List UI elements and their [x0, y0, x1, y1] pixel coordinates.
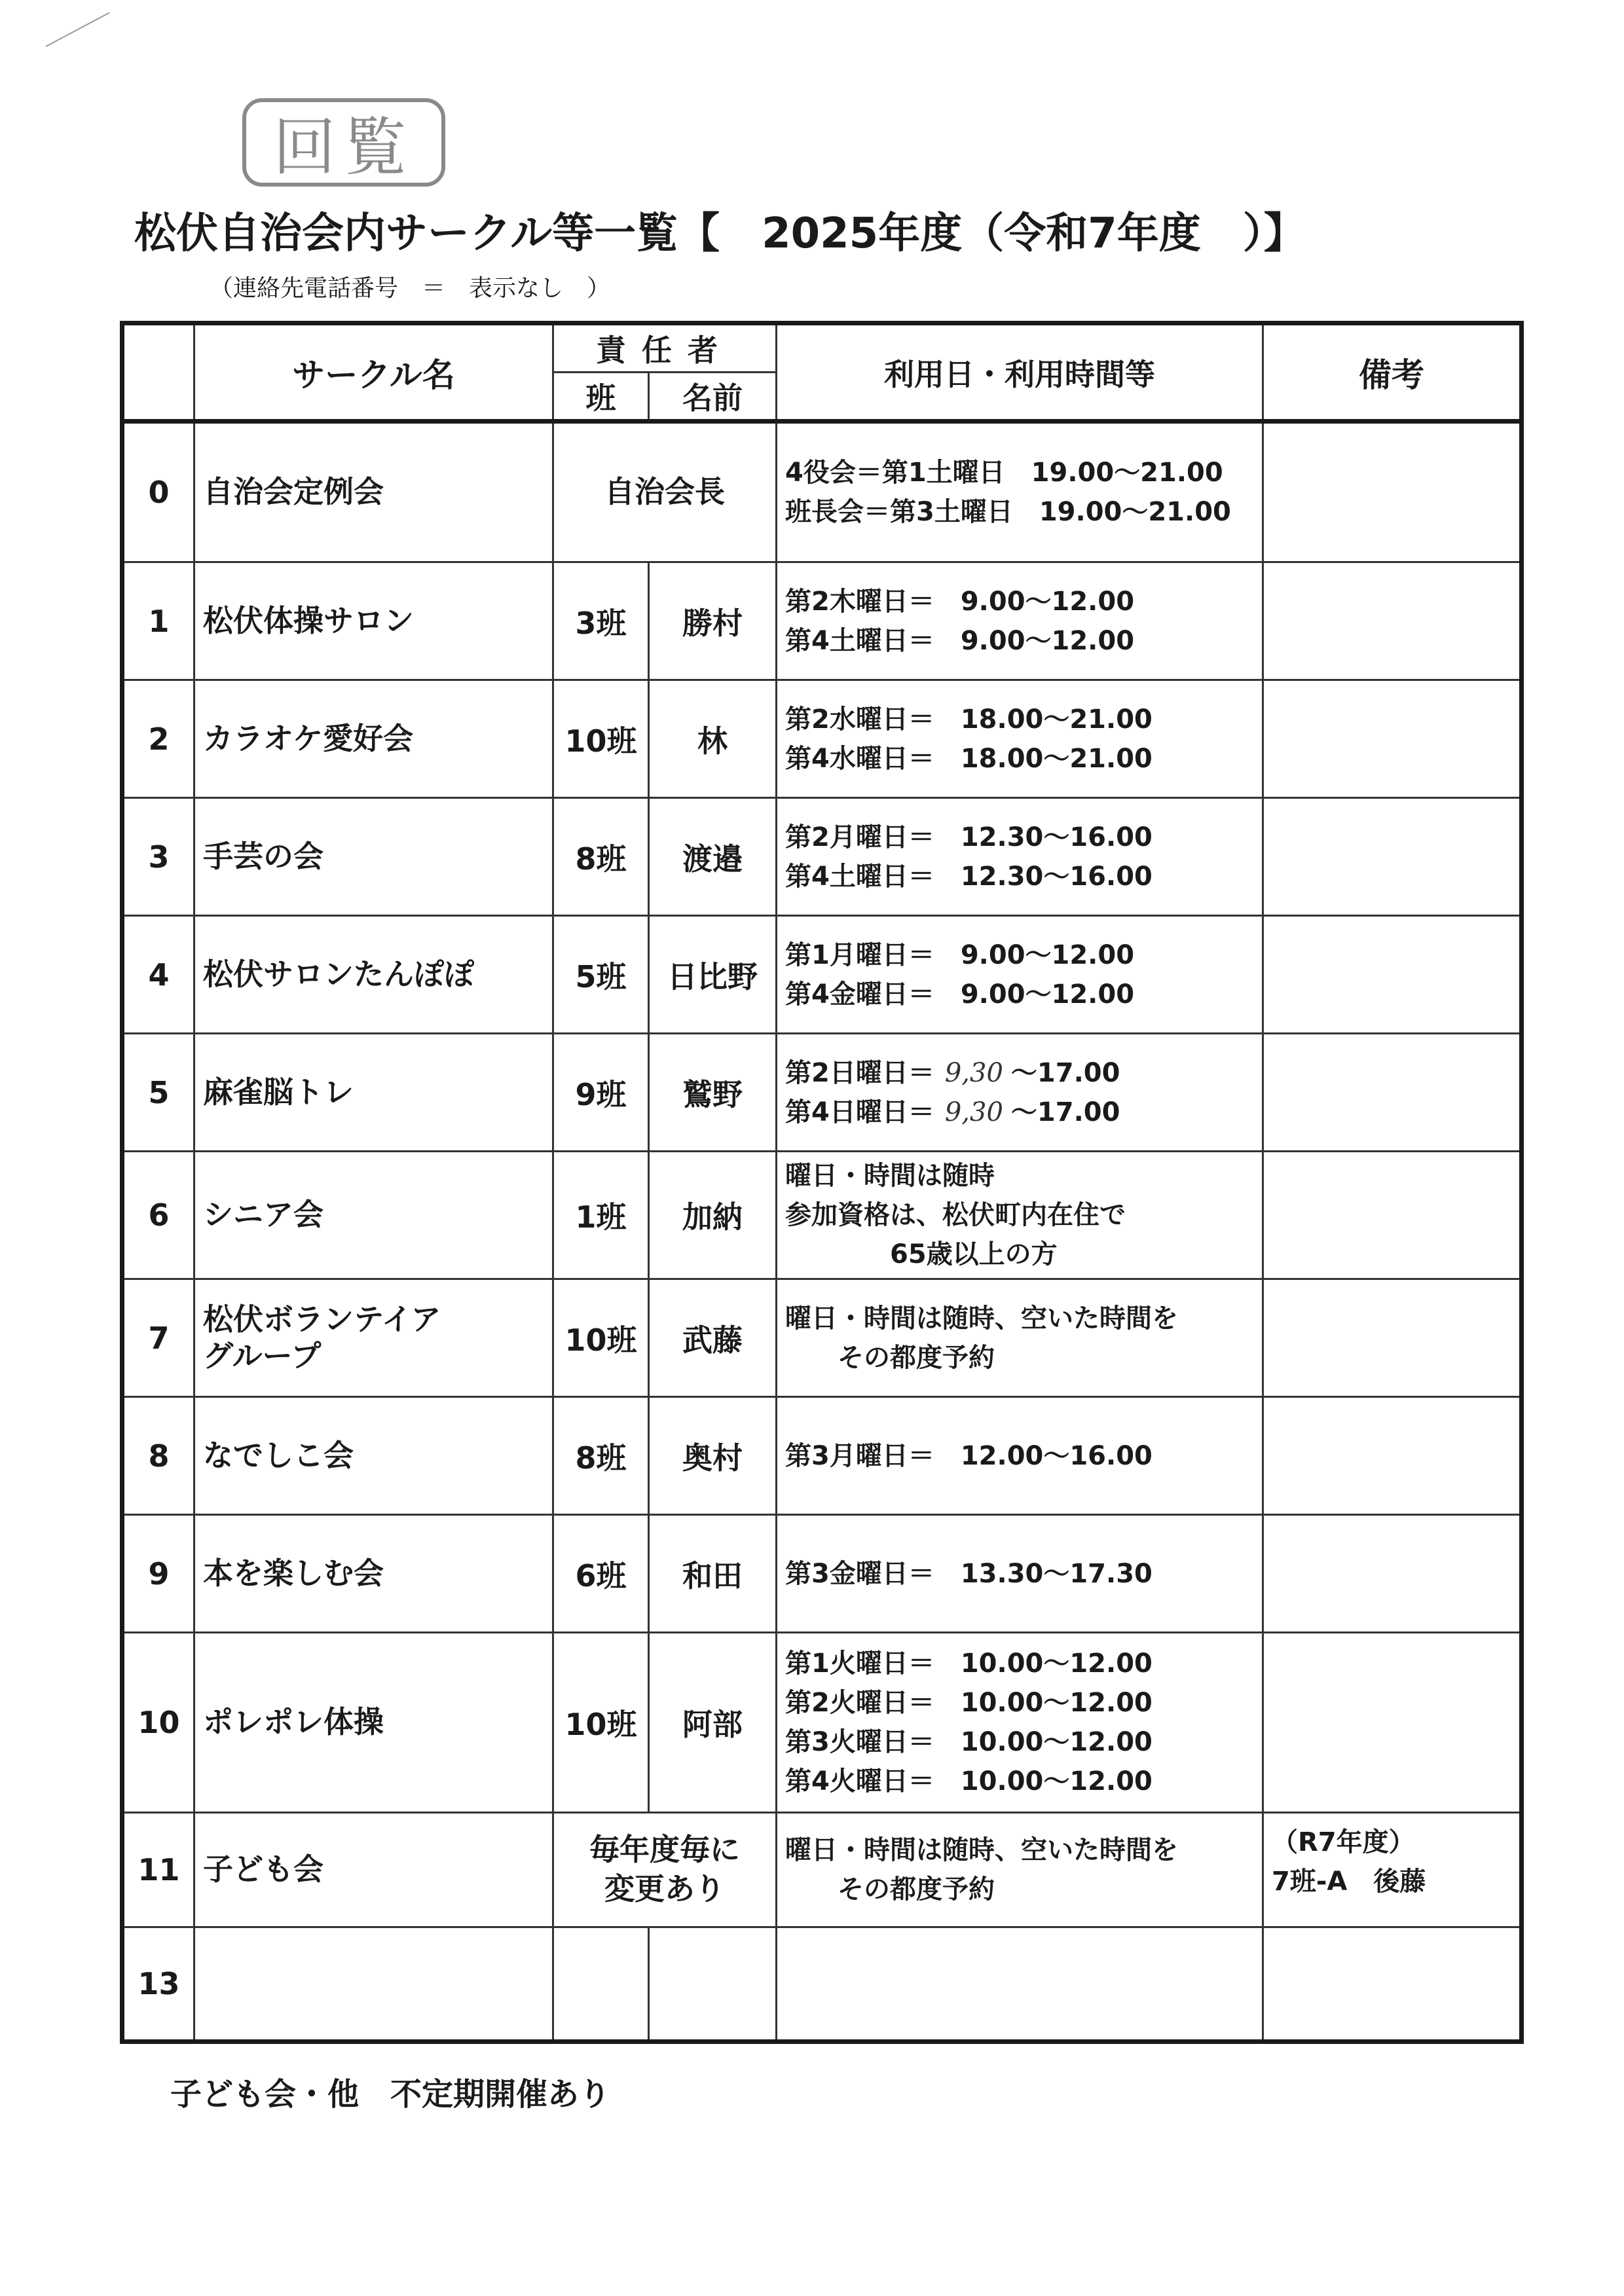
circle-name-line: 手芸の会	[203, 838, 323, 874]
responsible-line: 変更あり	[604, 1871, 725, 1906]
header-name: 名前	[649, 373, 777, 422]
header-han: 班	[553, 373, 649, 422]
table-row	[122, 680, 1522, 798]
responsible-name: 林	[649, 680, 777, 798]
circle-table	[120, 321, 1524, 2044]
responsible-han: 10班	[553, 1279, 649, 1397]
remarks	[1263, 1034, 1522, 1152]
responsible-person	[553, 1813, 777, 1927]
schedule-line: 第1火曜日＝ 10.00～12.00	[785, 1649, 1153, 1679]
schedule-line: 第4土曜日＝ 12.30～16.00	[785, 861, 1153, 892]
schedule-line: 第3火曜日＝ 10.00～12.00	[785, 1727, 1153, 1757]
schedule-line: 曜日・時間は随時、空いた時間を	[785, 1303, 1178, 1334]
responsible-name: 勝村	[649, 562, 777, 680]
table-row	[122, 562, 1522, 680]
schedule	[777, 1515, 1263, 1633]
table-row	[122, 1397, 1522, 1515]
schedule	[777, 680, 1263, 798]
remarks	[1263, 1813, 1522, 1927]
header-remarks: 備考	[1263, 323, 1522, 422]
pencil-mark	[46, 12, 110, 46]
page-title: 松伏自治会内サークル等一覧【 2025年度（令和7年度 ）】	[134, 210, 1306, 258]
schedule	[777, 1034, 1263, 1152]
table-row	[122, 1515, 1522, 1633]
schedule-line: 第2火曜日＝ 10.00～12.00	[785, 1688, 1153, 1718]
responsible-name: 日比野	[649, 916, 777, 1034]
schedule	[777, 1927, 1263, 2042]
responsible-name: 武藤	[649, 1279, 777, 1397]
circle-name-line: なでしこ会	[203, 1437, 354, 1473]
schedule-line: 第4土曜日＝ 9.00～12.00	[785, 625, 1135, 656]
schedule-text: 第4日曜日＝	[785, 1097, 934, 1127]
row-number: 0	[122, 422, 194, 562]
circle-name-line: 麻雀脳トレ	[203, 1074, 354, 1110]
row-number: 2	[122, 680, 194, 798]
circle-name	[194, 680, 553, 798]
remarks	[1263, 1152, 1522, 1279]
schedule	[777, 798, 1263, 916]
circle-name-line: グループ	[203, 1338, 322, 1374]
row-number: 5	[122, 1034, 194, 1152]
schedule	[777, 1633, 1263, 1813]
schedule-line: その都度予約	[785, 1342, 995, 1373]
schedule-line: 4役会＝第1土曜日 19.00～21.00	[785, 458, 1223, 488]
circle-name-line: カラオケ愛好会	[203, 720, 414, 756]
circle-name-line: 自治会定例会	[203, 474, 384, 510]
header-schedule: 利用日・利用時間等	[777, 323, 1263, 422]
responsible-han: 3班	[553, 562, 649, 680]
schedule-line: 第3金曜日＝ 13.30～17.30	[785, 1558, 1153, 1589]
schedule-line	[785, 1093, 1254, 1132]
circle-name-line: ポレポレ体操	[203, 1704, 384, 1740]
remarks	[1263, 1633, 1522, 1813]
circle-name	[194, 562, 553, 680]
responsible-han: 10班	[553, 680, 649, 798]
responsible-han: 5班	[553, 916, 649, 1034]
page-subtitle: （連絡先電話番号 ＝ 表示なし ）	[210, 275, 611, 302]
remarks	[1263, 1397, 1522, 1515]
remarks	[1263, 1279, 1522, 1397]
schedule-line: 第1月曜日＝ 9.00～12.00	[785, 939, 1135, 970]
circle-name	[194, 1152, 553, 1279]
row-number: 9	[122, 1515, 194, 1633]
table-row	[122, 422, 1522, 562]
row-number: 6	[122, 1152, 194, 1279]
remarks-line: （R7年度）	[1272, 1827, 1415, 1857]
circle-name	[194, 422, 553, 562]
table-row	[122, 1034, 1522, 1152]
row-number: 3	[122, 798, 194, 916]
kairan-stamp: 回覧	[242, 98, 445, 187]
row-number: 11	[122, 1813, 194, 1927]
table-body	[122, 422, 1522, 2042]
row-number: 4	[122, 916, 194, 1034]
schedule-line: 第2木曜日＝ 9.00～12.00	[785, 586, 1135, 617]
header-responsible: 責任者	[553, 323, 777, 373]
schedule-line: 第2水曜日＝ 18.00～21.00	[785, 704, 1153, 735]
schedule-line: 第4水曜日＝ 18.00～21.00	[785, 743, 1153, 774]
responsible-han: 9班	[553, 1034, 649, 1152]
remarks	[1263, 422, 1522, 562]
circle-name	[194, 1034, 553, 1152]
table-row	[122, 798, 1522, 916]
responsible-line: 毎年度毎に	[589, 1832, 740, 1868]
schedule	[777, 422, 1263, 562]
table-row	[122, 1152, 1522, 1279]
circle-name	[194, 1927, 553, 2042]
footer-note: 子ども会・他 不定期開催あり	[170, 2076, 611, 2113]
schedule	[777, 1397, 1263, 1515]
circle-name-line: 子ども会	[203, 1851, 323, 1887]
table-row	[122, 1279, 1522, 1397]
circle-name	[194, 916, 553, 1034]
schedule	[777, 562, 1263, 680]
schedule	[777, 916, 1263, 1034]
circle-name	[194, 1397, 553, 1515]
schedule-line: 第2月曜日＝ 12.30～16.00	[785, 822, 1153, 852]
responsible-name	[649, 1927, 777, 2042]
schedule-line: 65歳以上の方	[785, 1239, 1058, 1269]
row-number: 8	[122, 1397, 194, 1515]
schedule-line: 第4金曜日＝ 9.00～12.00	[785, 979, 1135, 1010]
schedule-line	[785, 1053, 1254, 1093]
schedule-line: 第4火曜日＝ 10.00～12.00	[785, 1766, 1153, 1796]
schedule-line: 第3月曜日＝ 12.00～16.00	[785, 1440, 1153, 1471]
remarks	[1263, 1515, 1522, 1633]
row-number: 7	[122, 1279, 194, 1397]
responsible-han: 1班	[553, 1152, 649, 1279]
circle-name-line: 松伏ボランテイア	[203, 1302, 441, 1338]
remarks	[1263, 680, 1522, 798]
responsible-name: 渡邉	[649, 798, 777, 916]
schedule	[777, 1152, 1263, 1279]
schedule-text: 第2日曜日＝	[785, 1057, 934, 1088]
responsible-han	[553, 1927, 649, 2042]
schedule-line: その都度予約	[785, 1874, 995, 1904]
circle-name-line: 本を楽しむ会	[203, 1555, 384, 1591]
responsible-name: 鷲野	[649, 1034, 777, 1152]
responsible-name: 加納	[649, 1152, 777, 1279]
circle-name	[194, 1279, 553, 1397]
remarks-line: 7班-A 後藤	[1272, 1867, 1426, 1897]
remarks	[1263, 562, 1522, 680]
header-circle-name: サークル名	[194, 323, 553, 422]
handwritten-time: 9,30	[944, 1057, 1003, 1088]
remarks	[1263, 798, 1522, 916]
remarks	[1263, 1927, 1522, 2042]
responsible-han: 6班	[553, 1515, 649, 1633]
circle-name	[194, 1633, 553, 1813]
row-number: 1	[122, 562, 194, 680]
row-number: 10	[122, 1633, 194, 1813]
schedule	[777, 1813, 1263, 1927]
schedule-text: ～17.00	[1010, 1097, 1120, 1127]
remarks	[1263, 916, 1522, 1034]
responsible-name: 阿部	[649, 1633, 777, 1813]
responsible-name: 和田	[649, 1515, 777, 1633]
schedule	[777, 1279, 1263, 1397]
row-number: 13	[122, 1927, 194, 2042]
circle-name-line: 松伏サロンたんぽぽ	[203, 956, 474, 992]
schedule-line: 曜日・時間は随時、空いた時間を	[785, 1835, 1178, 1865]
responsible-han: 8班	[553, 798, 649, 916]
schedule-line: 班長会＝第3土曜日 19.00～21.00	[785, 497, 1231, 527]
header-no	[122, 323, 194, 422]
circle-name	[194, 1813, 553, 1927]
responsible-name: 奥村	[649, 1397, 777, 1515]
table-row	[122, 1633, 1522, 1813]
circle-name-line: 松伏体操サロン	[203, 602, 414, 638]
table-row	[122, 1927, 1522, 2042]
header-row-1	[122, 323, 1522, 373]
handwritten-time: 9,30	[944, 1097, 1003, 1127]
responsible-han: 8班	[553, 1397, 649, 1515]
table-row	[122, 916, 1522, 1034]
schedule-line: 参加資格は、松伏町内在住で	[785, 1200, 1126, 1230]
schedule-text: ～17.00	[1010, 1057, 1120, 1088]
circle-name-line: シニア会	[203, 1197, 323, 1233]
responsible-person: 自治会長	[553, 422, 777, 562]
table-row	[122, 1813, 1522, 1927]
schedule-line: 曜日・時間は随時	[785, 1161, 995, 1191]
circle-name	[194, 798, 553, 916]
circle-name	[194, 1515, 553, 1633]
responsible-han: 10班	[553, 1633, 649, 1813]
